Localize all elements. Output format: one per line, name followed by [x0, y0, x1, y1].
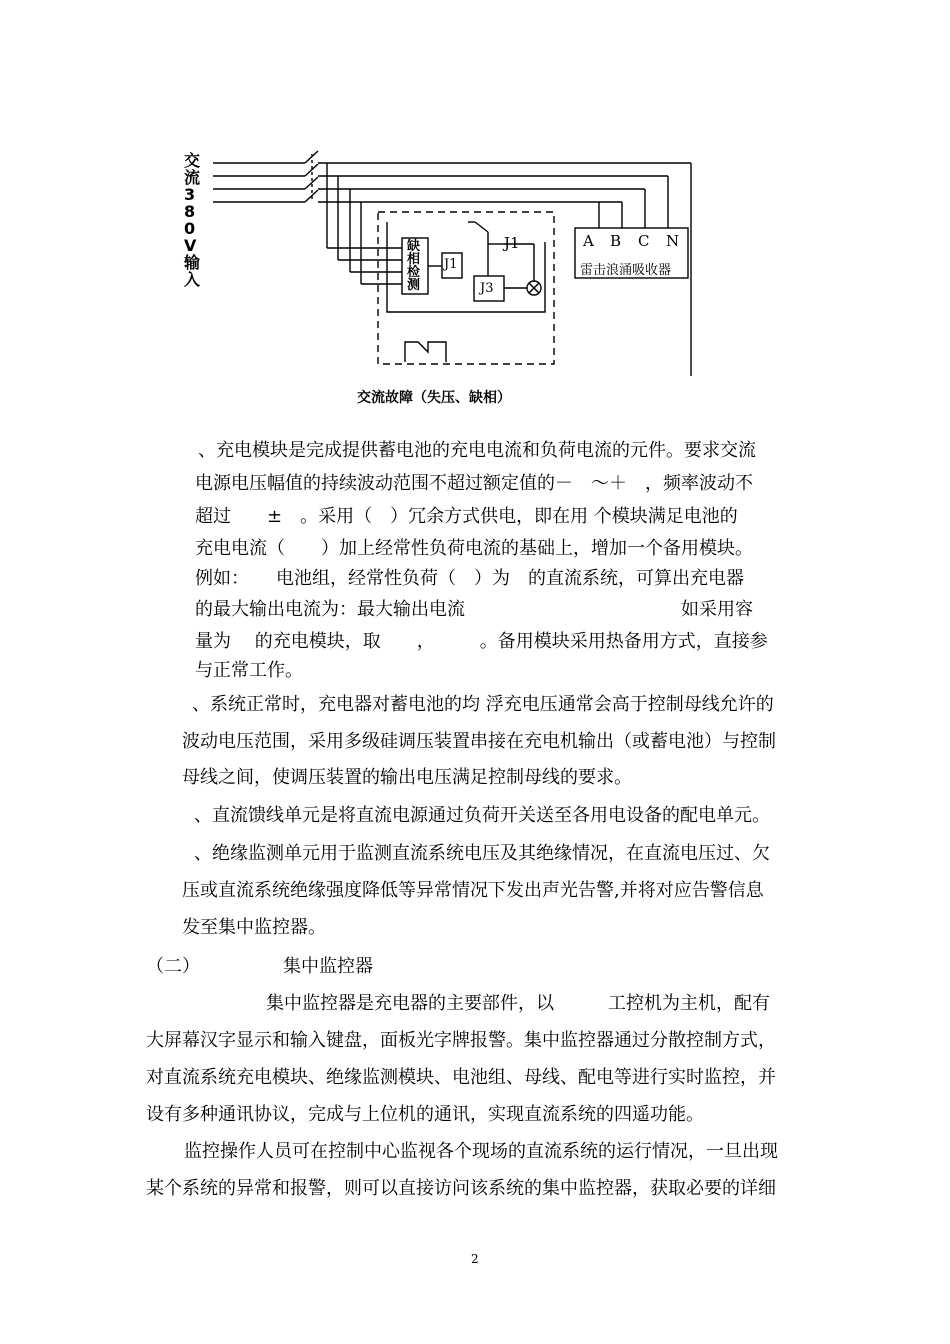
terminal-n: N — [666, 232, 680, 250]
paragraph-5-line-2: 大屏幕汉字显示和输入键盘，面板光字牌报警。集中监控器通过分散控制方式， — [146, 1030, 776, 1051]
relay-j3-label: J3 — [480, 281, 494, 296]
paragraph-1-line-8: 与正常工作。 — [195, 660, 303, 681]
paragraph-4-line-1: 、绝缘监测单元用于监测直流系统电压及其绝缘情况，在直流电压过、欠 — [194, 843, 770, 864]
circuit-diagram — [0, 0, 950, 420]
terminal-a: A — [583, 232, 594, 250]
paragraph-5-line-3: 对直流系统充电模块、绝缘监测模块、电池组、母线、配电等进行实时监控，并 — [146, 1067, 776, 1088]
surge-absorber-label: 雷击浪涌吸收器 — [580, 263, 672, 278]
paragraph-1-line-1: 、充电模块是完成提供蓄电池的充电电流和负荷电流的元件。要求交流 — [198, 440, 756, 461]
terminal-c: C — [638, 232, 650, 250]
section-title: 集中监控器 — [283, 956, 373, 977]
relay-j1-coil-label: J1 — [444, 257, 458, 272]
paragraph-5-line-1: 集中监控器是充电器的主要部件，以 工控机为主机，配有 — [266, 993, 770, 1014]
paragraph-1-line-3: 超过 ± 。采用（ ）冗余方式供电，即在用 个模块满足电池的 — [195, 506, 738, 527]
phase-detect-label: 缺相检测 — [407, 239, 421, 293]
paragraph-1-line-7: 量为 的充电模块，取 ， 。备用模块采用热备用方式，直接参 — [195, 631, 768, 652]
paragraph-6-line-2: 某个系统的异常和报警，则可以直接访问该系统的集中监控器，获取必要的详细 — [146, 1178, 776, 1199]
paragraph-1-line-5: 例如： 电池组，经常性负荷（ ）为 的直流系统，可算出充电器 — [195, 568, 744, 589]
relay-j1-label: J1 — [504, 234, 520, 252]
page-number: 2 — [471, 1252, 479, 1266]
paragraph-4-line-3: 发至集中监控器。 — [182, 917, 326, 938]
paragraph-5-line-4: 设有多种通讯协议，完成与上位机的通讯，实现直流系统的四遥功能。 — [146, 1104, 704, 1125]
input-label: 交流380V输入 — [184, 151, 201, 289]
paragraph-6-line-1: 监控操作人员可在控制中心监视各个现场的直流系统的运行情况，一旦出现 — [184, 1141, 778, 1162]
paragraph-2-line-3: 母线之间，使调压装置的输出电压满足控制母线的要求。 — [182, 767, 632, 788]
section-number: （二） — [146, 956, 200, 977]
paragraph-4-line-2: 压或直流系统绝缘强度降低等异常情况下发出声光告警,并将对应告警信息 — [182, 880, 764, 901]
paragraph-1-line-4: 充电电流（ ）加上经常性负荷电流的基础上，增加一个备用模块。 — [195, 538, 753, 559]
paragraph-1-line-2: 电源电压幅值的持续波动范围不超过额定值的－ ～＋ ，频率波动不 — [195, 473, 753, 494]
paragraph-1-line-6: 的最大输出电流为：最大输出电流 如采用容 — [195, 599, 753, 620]
figure-caption: 交流故障（失压、缺相） — [357, 390, 511, 406]
paragraph-2-line-1: 、系统正常时，充电器对蓄电池的均 浮充电压通常会高于控制母线允许的 — [192, 694, 774, 715]
paragraph-3-line-1: 、直流馈线单元是将直流电源通过负荷开关送至各用电设备的配电单元。 — [194, 805, 770, 826]
paragraph-2-line-2: 波动电压范围，采用多级硅调压装置串接在充电机输出（或蓄电池）与控制 — [182, 731, 776, 752]
terminal-b: B — [610, 232, 622, 250]
